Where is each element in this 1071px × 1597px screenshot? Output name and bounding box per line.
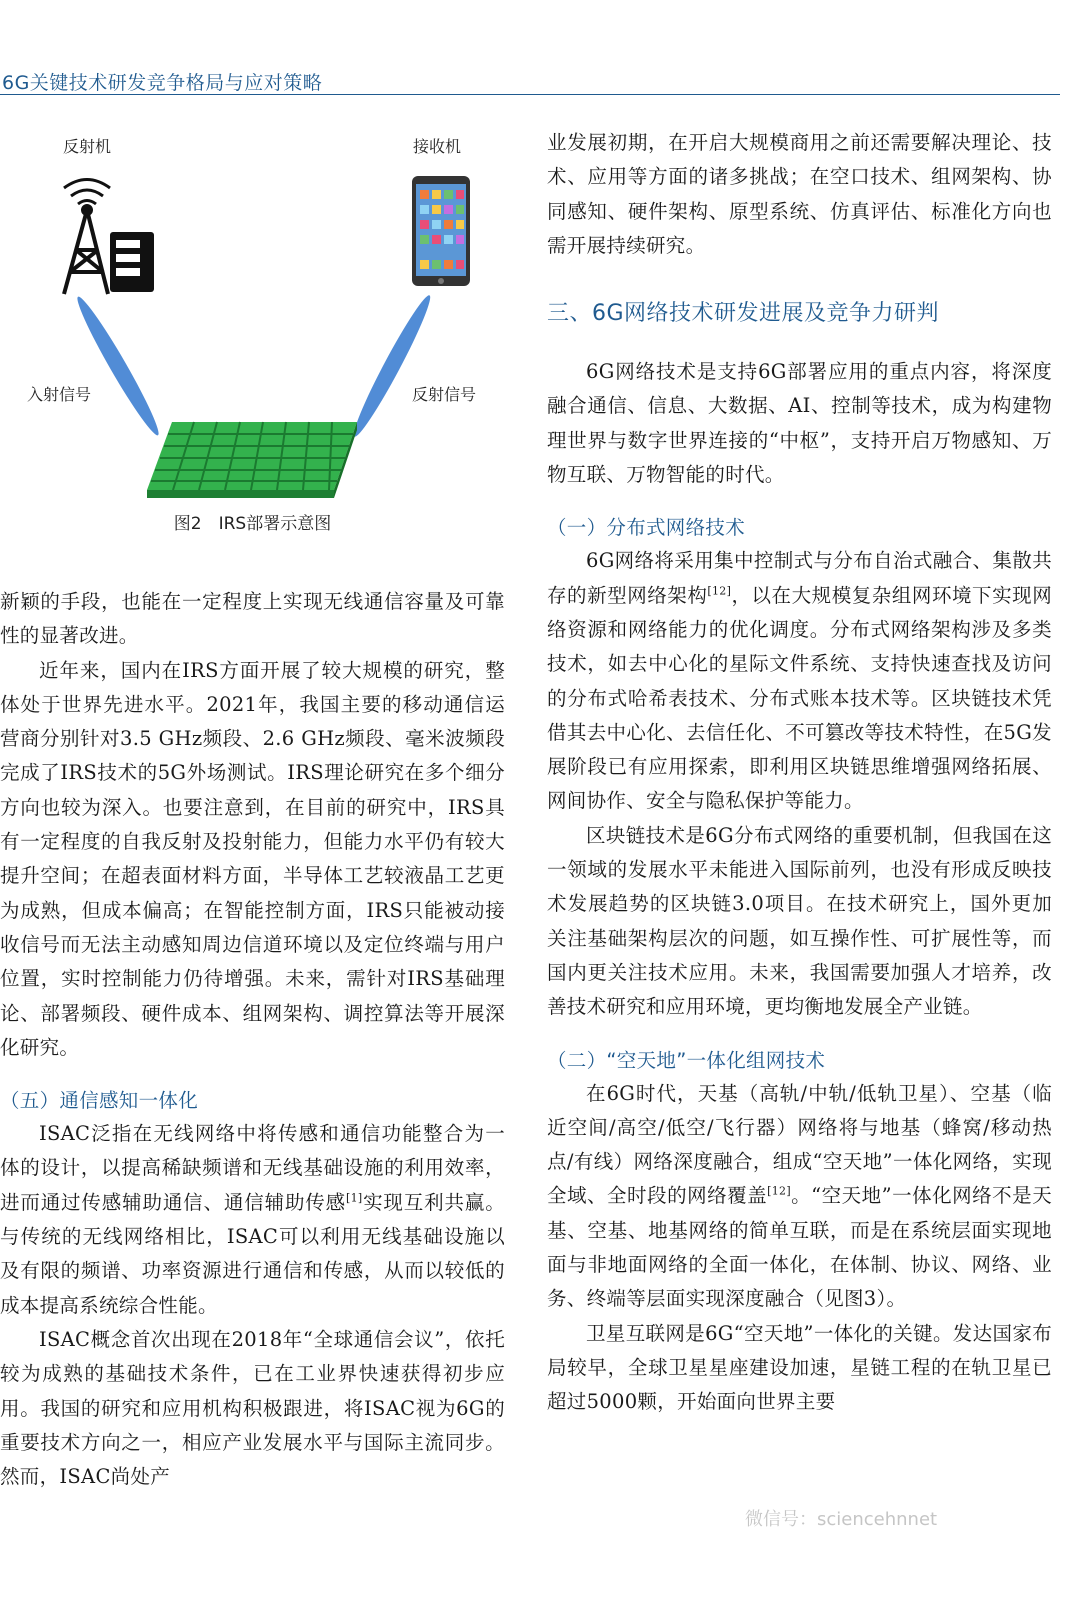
- antenna-tower-icon: [64, 206, 108, 294]
- reflected-beam: [347, 292, 436, 441]
- citation-ref: [1]: [346, 1191, 363, 1205]
- right-paragraph-6: 卫星互联网是6G“空天地”一体化的关键。发达国家布局较早，全球卫星星座建设加速，星链工程的在轨卫星已超过5000颗，开始面向世界主要: [547, 1321, 1052, 1414]
- right-paragraph-3: 6G网络将采用集中控制式与分布自治式融合、集散共存的新型网络架构[12]，以在大规模复杂组网环境下实现网络资源和网络能力的优化调度。分布式网络架构涉及多类技术，如去中心化的星际文件系统、支持快速查找及访问的分布式哈希表技术、分布式账本技术等。区块链技术凭借其去中心化、去信任化、不可篡改等技术特性，在5G发展阶段已有应用探索，即利用区块链思维增强网络拓展、网间协作、安全与隐私保护等能力。: [547, 549, 1052, 813]
- section-heading-3: 三、6G网络技术研发进展及竞争力研判: [547, 301, 940, 327]
- left-paragraph-1: 新颖的手段，也能在一定程度上实现无线通信容量及可靠性的显著改进。: [0, 590, 505, 648]
- label-receiver: 接收机: [413, 137, 462, 156]
- irs-panel: [147, 422, 357, 498]
- heading-space-air-ground: （二）“空天地”一体化组网技术: [547, 1048, 826, 1072]
- irs-diagram: [0, 126, 505, 506]
- right-paragraph-1: 业发展初期，在开启大规模商用之前还需要解决理论、技术、应用等方面的诸多挑战；在空口技术、组网架构、协同感知、硬件架构、原型系统、仿真评估、标准化方向也需开展持续研究。: [547, 131, 1052, 257]
- figure-irs-deployment: [0, 126, 505, 546]
- left-column: [0, 585, 505, 1494]
- wifi-icon: [64, 180, 110, 205]
- server-icon: [110, 232, 154, 292]
- header-title: 6G关键技术研发竞争格局与应对策略: [2, 72, 323, 94]
- heading-isac: （五）通信感知一体化: [0, 1089, 199, 1113]
- label-transmitter: 反射机: [63, 137, 112, 156]
- label-reflected-signal: 反射信号: [412, 385, 477, 404]
- left-paragraph-4: ISAC概念首次出现在2018年“全球通信会议”，依托较为成熟的基础技术条件，已在工业界快速获得初步应用。我国的研究和应用机构积极跟进，将ISAC视为6G的重要技术方向之一，相应产业发展水平与国际主流同步。然而，ISAC尚处产: [0, 1327, 505, 1489]
- citation-ref: [12]: [707, 584, 732, 598]
- citation-ref: [12]: [767, 1184, 791, 1198]
- label-incident-signal: 入射信号: [27, 385, 92, 404]
- right-paragraph-2: 6G网络技术是支持6G部署应用的重点内容，将深度融合通信、信息、大数据、AI、控制等技术，成为构建物理世界与数字世界连接的“中枢”，支持开启万物感知、万物互联、万物智能的时代。: [547, 360, 1052, 487]
- incident-beam: [71, 293, 165, 440]
- figure-caption: 图2 IRS部署示意图: [173, 514, 332, 534]
- wechat-watermark: 微信号：sciencehnnet: [745, 1509, 938, 1530]
- right-paragraph-4: 区块链技术是6G分布式网络的重要机制，但我国在这一领域的发展水平未能进入国际前列，也没有形成反映技术发展趋势的区块链3.0项目。在技术研究上，国外更加关注基础架构层次的问题，如互操作性、可扩展性等，而国内更关注技术应用。未来，我国需要加强人才培养，改善技术研究和应用环境，更均衡地发展全产业链。: [547, 823, 1052, 1019]
- left-paragraph-3: ISAC泛指在无线网络中将传感和通信功能整合为一体的设计，以提高稀缺频谱和无线基础设施的利用效率，进而通过传感辅助通信、通信辅助传感[1]实现互利共赢。与传统的无线网络相比，ISAC可以利用无线基础设施以及有限的频谱、功率资源进行通信和传感，从而以较低的成本提高系统综合性能。: [0, 1122, 505, 1317]
- heading-distributed-network: （一）分布式网络技术: [547, 516, 746, 540]
- right-column: [547, 126, 1052, 1420]
- left-paragraph-2: 近年来，国内在IRS方面开展了较大规模的研究，整体处于世界先进水平。2021年，我国主要的移动通信运营商分别针对3.5 GHz频段、2.6 GHz频段、毫米波频段完成了IRS技术的5G外场测试。IRS理论研究在多个细分方向也较为深入。也要注意到，在目前的研究中，IRS具有一定程度的自我反射及投射能力，但能力水平仍有较大提升空间；在超表面材料方面，半导体工艺较液晶工艺更为成熟，但成本偏高；在智能控制方面，IRS只能被动接收信号而无法主动感知周边信道环境以及定位终端与用户位置，实时控制能力仍待增强。未来，需针对IRS基础理论、部署频段、硬件成本、组网架构、调控算法等开展深化研究。: [0, 658, 505, 1059]
- smartphone-icon: [412, 176, 470, 286]
- right-paragraph-5: 在6G时代，天基（高轨/中轨/低轨卫星）、空基（临近空间/高空/低空/飞行器）网络将与地基（蜂窝/移动热点/有线）网络深度融合，组成“空天地”一体化网络，实现全域、全时段的网络覆盖[12]。“空天地”一体化网络不是天基、空基、地基网络的简单互联，而是在系统层面实现地面与非地面网络的全面一体化，在体制、协议、网络、业务、终端等层面实现深度融合（见图3）。: [547, 1081, 1052, 1311]
- page-header: [0, 62, 1060, 95]
